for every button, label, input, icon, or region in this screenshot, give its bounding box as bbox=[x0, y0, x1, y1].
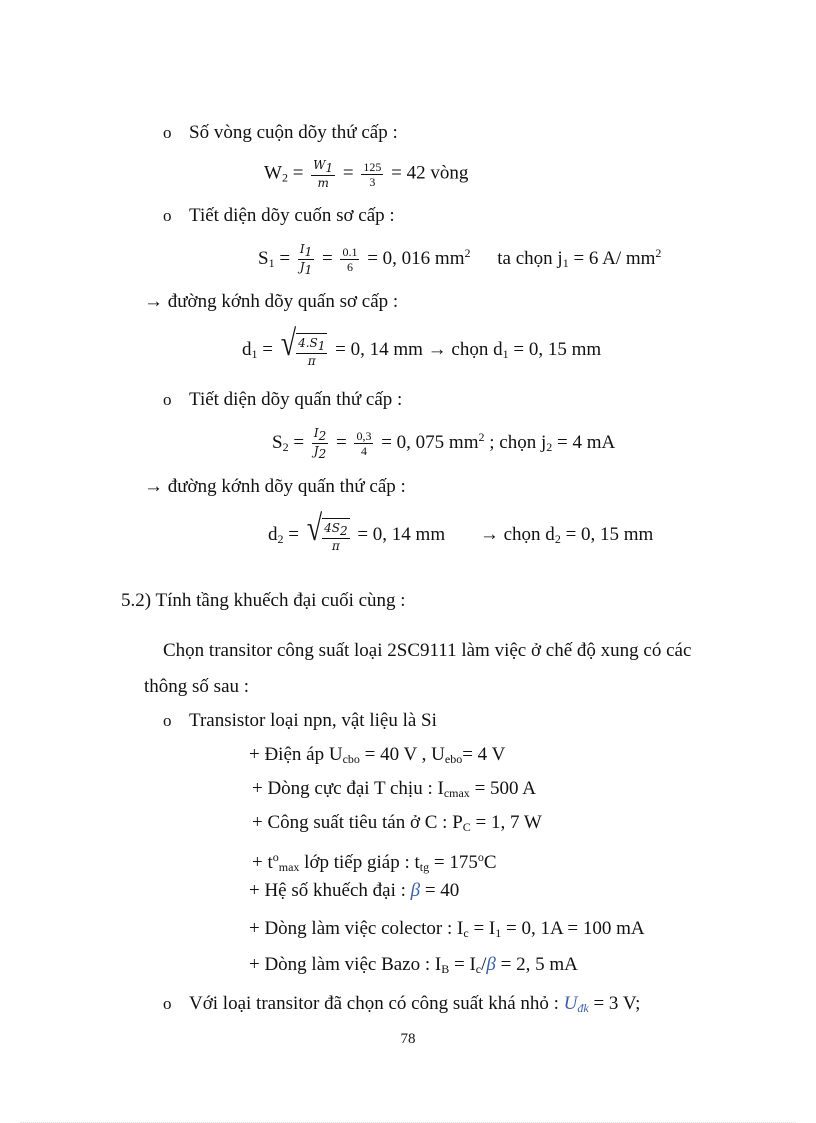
formula-d1: $d_1$ = √ $\frac{4.S_1}{\pi}$ = 0, 14 mm → chọn $d_1 = 0$, 15 mm bbox=[242, 323, 602, 368]
primary-diameter-heading: → đường kớnh dõy quấn sơ cấp : bbox=[144, 291, 399, 312]
paragraph-line-1: Chọn transitor công suất loại 2SC9111 làm việc ở chế độ xung có các bbox=[163, 640, 692, 661]
bullet-primary-section: o Tiết diện dõy cuốn sơ cấp : bbox=[163, 205, 395, 226]
param-collector-current: + Dòng làm việc colector : $I_c = I_1 = 0$, 1A = 100 mA bbox=[249, 918, 645, 940]
secondary-diameter-heading: → đường kớnh dõy quấn thứ cấp : bbox=[144, 476, 406, 497]
bullet-control-voltage: o Với loại transitor đã chọn có công suất khá nhỏ : $U_{đk} = 3$ V; bbox=[163, 993, 641, 1015]
param-max-current: + Dòng cực đại T chịu : $I_{cmax} = 500$ A bbox=[252, 778, 536, 800]
formula-d2: $d_2$ = √ $\frac{4S_2}{\pi}$ = 0, 14 mm → chọn $d_2 = 0$, 15 mm bbox=[268, 508, 654, 553]
param-voltage: + Điện áp $U_{cbo} = 40$ V , $U_{ebo}= 4$ V bbox=[249, 744, 506, 766]
formula-s2: $S_2$ = $\frac{I_2}{J_2}$ = $\frac{0,3}{4}$ = 0, 075 $mm^2$ ; chọn $j_2 = 4$ mA bbox=[272, 426, 616, 462]
bullet-secondary-section: o Tiết diện dõy quấn thứ cấp : bbox=[163, 389, 403, 410]
page-number: 78 bbox=[400, 1031, 416, 1047]
paragraph-line-2: thông số sau : bbox=[144, 676, 250, 697]
formula-s1: $S_1$ = $\frac{I_1}{J_1}$ = $\frac{0.1}{6}$ = 0, 016 $mm^2$ ta chọn $j_1 = 6$ A/ $mm^2$ bbox=[258, 242, 662, 278]
bullet-secondary-turns: o Số vòng cuộn dõy thứ cấp : bbox=[163, 122, 398, 143]
param-power: + Công suất tiêu tán ở C : $P_C = 1$, 7 W bbox=[252, 812, 542, 834]
param-base-current: + Dòng làm việc Bazo : $I_B = I_c/\beta = 2$, 5 mA bbox=[249, 954, 578, 976]
formula-w2: $W_2$ = $\frac{W_1}{m}$ = $\frac{125}{3}$ = 42 vòng bbox=[264, 158, 469, 190]
param-gain: + Hệ số khuếch đại : β = 40 bbox=[249, 880, 460, 901]
section-heading-5-2: 5.2) Tính tầng khuếch đại cuối cùng : bbox=[121, 590, 406, 611]
bullet-transistor-type: o Transistor loại npn, vật liệu là Si bbox=[163, 710, 437, 731]
param-junction-temp: + $t^o_{max}$ lớp tiếp giáp : $t_{tg} = 175^oC$ bbox=[252, 850, 497, 874]
